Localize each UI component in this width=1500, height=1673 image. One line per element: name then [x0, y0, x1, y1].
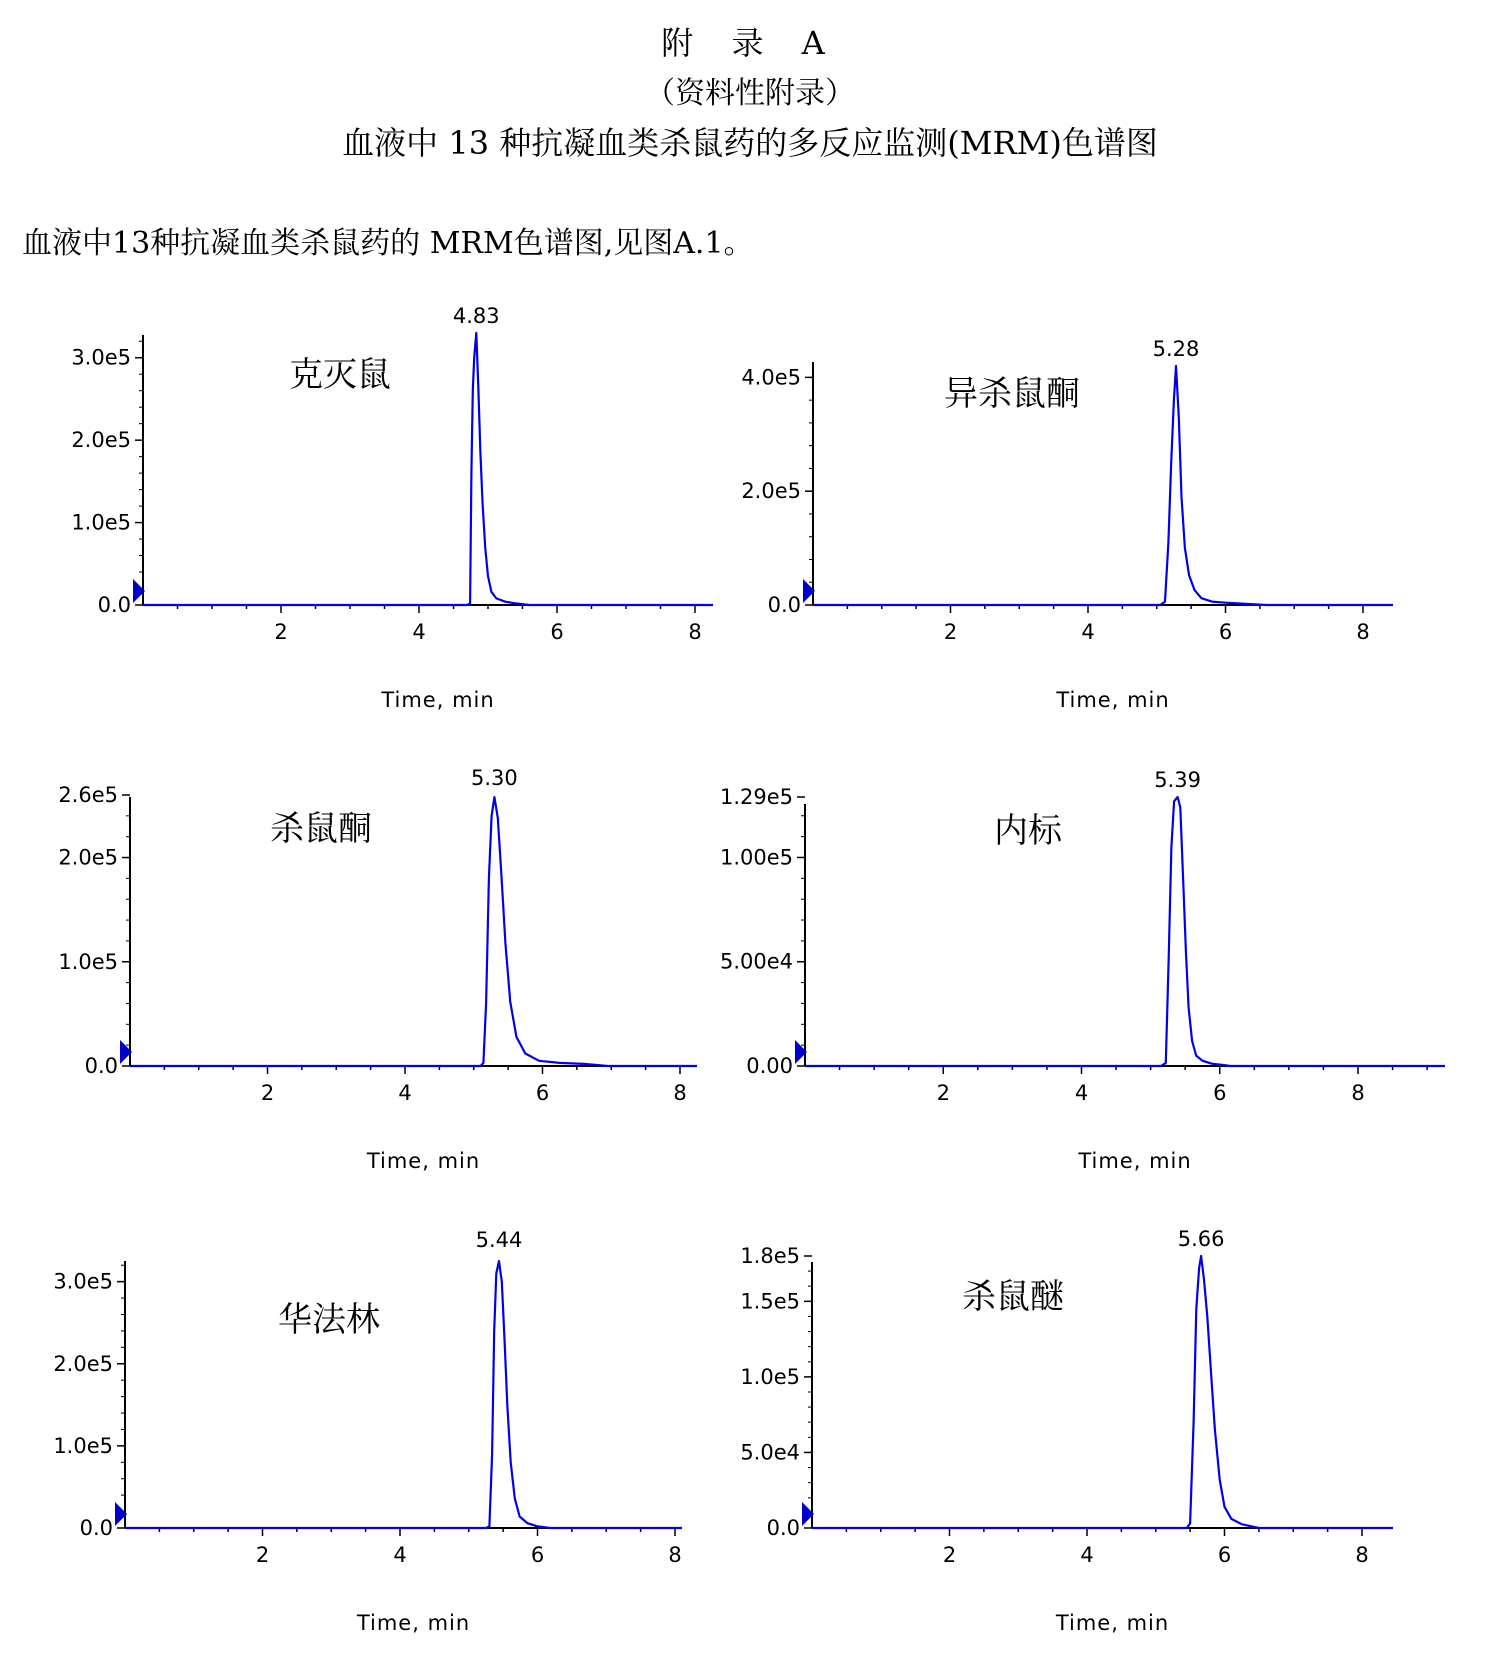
peak-rt-label: 5.39	[1154, 768, 1201, 792]
peak-rt-label: 5.30	[470, 766, 518, 790]
chromatogram-panel-4	[720, 768, 1445, 1173]
x-axis-title: Time, min	[1078, 1149, 1192, 1173]
y-tick-label: 2.0e5	[58, 845, 118, 870]
x-tick-label: 8	[1351, 1081, 1365, 1105]
compound-name: 杀鼠酮	[270, 809, 372, 849]
y-tick-label: 1.0e5	[740, 1364, 800, 1389]
y-tick-label: 2.0e5	[53, 1351, 113, 1376]
y-tick-label: 0.0	[79, 1516, 113, 1540]
y-tick-label: 0.00	[746, 1054, 793, 1078]
x-tick-label: 4	[393, 1543, 407, 1567]
x-tick-label: 8	[673, 1081, 687, 1105]
y-tick-label: 1.00e5	[719, 845, 793, 870]
compound-name: 异杀鼠酮	[944, 374, 1080, 414]
x-tick-label: 8	[668, 1543, 682, 1567]
chromatogram-trace	[125, 1261, 682, 1528]
peak-rt-label: 5.44	[475, 1228, 523, 1252]
y-tick-label: 1.0e5	[58, 949, 118, 974]
y-tick-label: 2.0e5	[71, 428, 131, 453]
peak-rt-label: 4.83	[452, 304, 500, 328]
x-axis-title: Time, min	[1056, 688, 1170, 712]
appendix-heading: 血液中 13 种抗凝血类杀鼠药的多反应监测(MRM)色谱图	[342, 124, 1158, 162]
x-tick-label: 4	[1074, 1081, 1089, 1105]
y-tick-label: 1.0e5	[53, 1433, 113, 1458]
x-axis-title: Time, min	[381, 688, 495, 712]
x-tick-label: 2	[274, 620, 288, 644]
y-tick-label: 1.0e5	[71, 510, 131, 535]
x-tick-label: 6	[1217, 1543, 1232, 1567]
x-tick-label: 6	[530, 1543, 545, 1567]
x-tick-label: 4	[1081, 620, 1095, 644]
y-tick-label: 1.5e5	[740, 1289, 800, 1314]
peak-rt-label: 5.28	[1152, 337, 1200, 361]
appendix-subtitle: （资料性附录）	[645, 76, 855, 111]
chromatogram-panel-1	[71, 304, 713, 712]
x-tick-label: 2	[942, 1543, 957, 1567]
chromatogram-trace	[130, 797, 697, 1066]
y-tick-label: 0.0	[97, 593, 131, 617]
x-axis-title: Time, min	[366, 1149, 481, 1173]
y-tick-label: 0.0	[84, 1054, 118, 1078]
y-tick-label: 4.0e5	[741, 365, 801, 390]
y-tick-label: 3.0e5	[53, 1269, 113, 1294]
x-tick-label: 2	[260, 1081, 275, 1105]
y-tick-label: 2.6e5	[58, 783, 118, 807]
x-tick-label: 4	[1080, 1543, 1094, 1567]
chromatogram-panel-6	[740, 1227, 1393, 1635]
x-tick-label: 4	[398, 1081, 412, 1105]
y-tick-label: 5.00e4	[719, 949, 793, 974]
chromatogram-panel-5	[53, 1228, 682, 1635]
compound-name: 杀鼠醚	[962, 1277, 1064, 1317]
y-tick-label: 3.0e5	[71, 345, 131, 370]
x-axis-title: Time, min	[356, 1611, 471, 1635]
x-tick-label: 8	[688, 620, 702, 644]
chromatogram-trace	[143, 333, 713, 605]
x-tick-label: 2	[943, 620, 958, 644]
compound-name: 克灭鼠	[289, 355, 391, 395]
peak-rt-label: 5.66	[1177, 1227, 1225, 1251]
y-tick-label: 2.0e5	[741, 479, 801, 504]
x-tick-label: 6	[535, 1081, 550, 1105]
y-tick-label: 0.0	[766, 1516, 800, 1540]
x-tick-label: 6	[1213, 1081, 1227, 1105]
x-tick-label: 6	[1218, 620, 1233, 644]
compound-name: 华法林	[278, 1300, 380, 1340]
x-tick-label: 2	[255, 1543, 270, 1567]
x-tick-label: 2	[936, 1081, 950, 1105]
chromatogram-panel-2	[741, 337, 1393, 712]
intro-text: 血液中13种抗凝血类杀鼠药的 MRM色谱图,见图A.1。	[22, 226, 754, 261]
x-axis-title: Time, min	[1055, 1611, 1170, 1635]
chromatogram-panel-3	[58, 766, 697, 1173]
x-tick-label: 8	[1356, 620, 1370, 644]
y-tick-label: 1.8e5	[740, 1244, 800, 1268]
compound-name: 内标	[994, 811, 1062, 851]
x-tick-label: 6	[550, 620, 564, 644]
y-tick-label: 1.29e5	[719, 785, 793, 809]
appendix-title: 附 录 A	[661, 24, 839, 62]
chromatogram-trace	[813, 366, 1393, 605]
chromatogram-trace	[805, 797, 1445, 1066]
x-tick-label: 4	[412, 620, 426, 644]
y-tick-label: 0.0	[767, 593, 801, 617]
x-tick-label: 8	[1355, 1543, 1369, 1567]
chromatogram-trace	[812, 1256, 1393, 1528]
y-tick-label: 5.0e4	[740, 1440, 800, 1465]
